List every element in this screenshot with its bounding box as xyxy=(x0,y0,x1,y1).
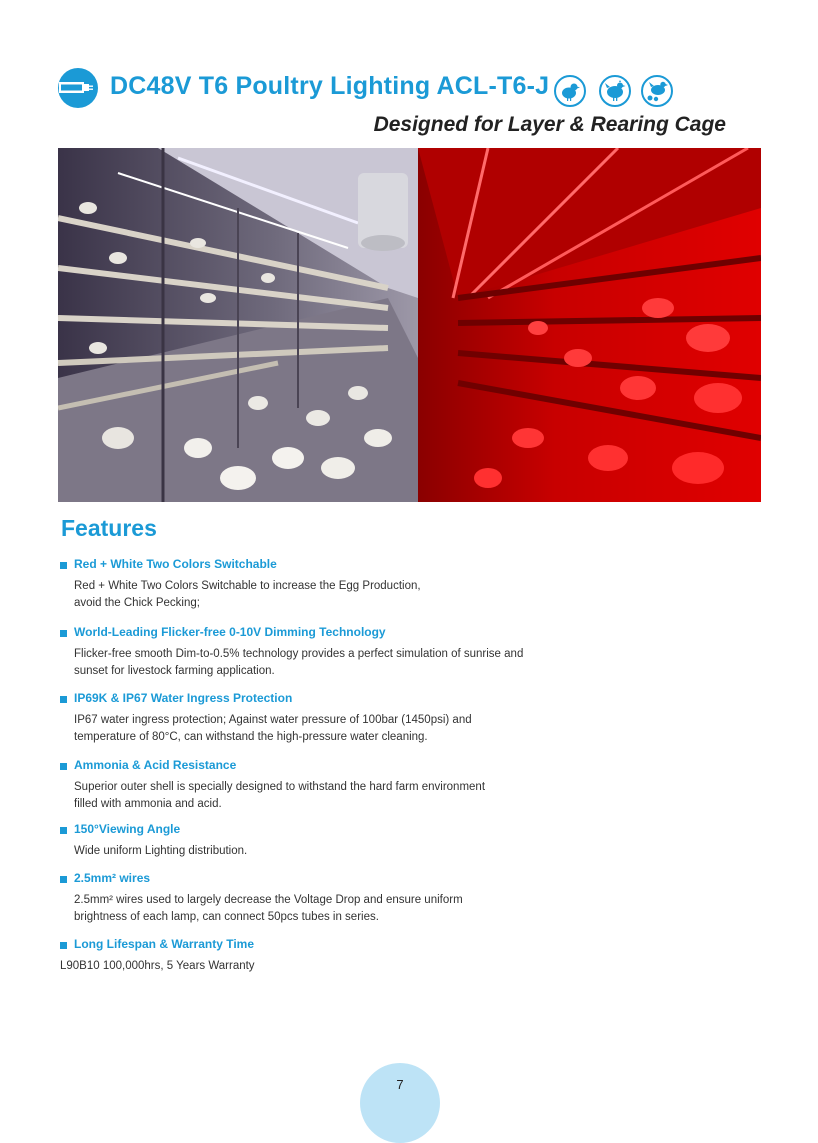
feature-title: IP69K & IP67 Water Ingress Protection xyxy=(74,691,293,705)
feature-description xyxy=(74,578,574,611)
feature-description-line: brightness of each lamp, can connect 50pcs tubes in series. xyxy=(74,910,379,923)
feature-item xyxy=(60,822,580,860)
page-number-tab xyxy=(360,1063,440,1143)
page-number: 7 xyxy=(396,1077,404,1092)
feature-title: Long Lifespan & Warranty Time xyxy=(74,937,255,951)
feature-item xyxy=(60,871,580,925)
feature-description-line: L90B10 100,000hrs, 5 Years Warranty xyxy=(60,960,255,972)
feature-description xyxy=(74,646,574,679)
bullet-square-icon xyxy=(60,630,67,637)
bullet-square-icon xyxy=(60,876,67,883)
bullet-square-icon xyxy=(60,562,67,569)
bullet-square-icon xyxy=(60,942,67,949)
feature-description-line: temperature of 80°C, can withstand the high-pressure water cleaning. xyxy=(74,730,428,743)
feature-description-line: Flicker-free smooth Dim-to-0.5% technology provides a perfect simulation of sunrise and xyxy=(74,648,524,660)
feature-title: World-Leading Flicker-free 0-10V Dimming Technology xyxy=(74,625,386,639)
poultry-house-photo xyxy=(58,148,761,502)
feature-description xyxy=(74,712,574,745)
feature-description xyxy=(60,958,560,975)
red-light-panel xyxy=(418,148,761,502)
features-heading: Features xyxy=(61,515,157,541)
feature-description xyxy=(74,892,574,925)
feature-title: 2.5mm² wires xyxy=(74,871,151,885)
feature-title: Red + White Two Colors Switchable xyxy=(74,557,277,571)
feature-description xyxy=(74,843,574,860)
page-subtitle: Designed for Layer & Rearing Cage xyxy=(373,113,726,136)
feature-description-line: IP67 water ingress protection; Against water pressure of 100bar (1450psi) and xyxy=(74,714,472,726)
feature-item xyxy=(60,625,580,679)
feature-description-line: sunset for livestock farming application. xyxy=(74,664,275,677)
feature-description xyxy=(74,779,574,812)
feature-title: Ammonia & Acid Resistance xyxy=(74,758,237,772)
page-title: DC48V T6 Poultry Lighting ACL-T6-J xyxy=(110,72,550,100)
feature-description-line: filled with ammonia and acid. xyxy=(74,797,222,810)
bullet-square-icon xyxy=(60,763,67,770)
feature-item xyxy=(60,937,580,975)
bullet-square-icon xyxy=(60,827,67,834)
feature-item xyxy=(60,557,580,611)
feature-title: 150°Viewing Angle xyxy=(74,822,181,836)
feature-item xyxy=(60,758,580,812)
feature-description-line: Red + White Two Colors Switchable to increase the Egg Production, xyxy=(74,580,421,592)
bullet-square-icon xyxy=(60,696,67,703)
feature-item xyxy=(60,691,580,745)
white-light-panel xyxy=(58,148,418,502)
hen-icon xyxy=(599,75,631,107)
hen-with-chicks-icon xyxy=(641,75,673,107)
chick-icon xyxy=(554,75,586,107)
tube-light-icon xyxy=(58,68,98,108)
feature-description-line: Superior outer shell is specially designed to withstand the hard farm environment xyxy=(74,781,486,793)
feature-description-line: avoid the Chick Pecking; xyxy=(74,596,200,609)
feature-description-line: 2.5mm² wires used to largely decrease the Voltage Drop and ensure uniform xyxy=(74,894,463,906)
feature-description-line: Wide uniform Lighting distribution. xyxy=(74,845,248,857)
